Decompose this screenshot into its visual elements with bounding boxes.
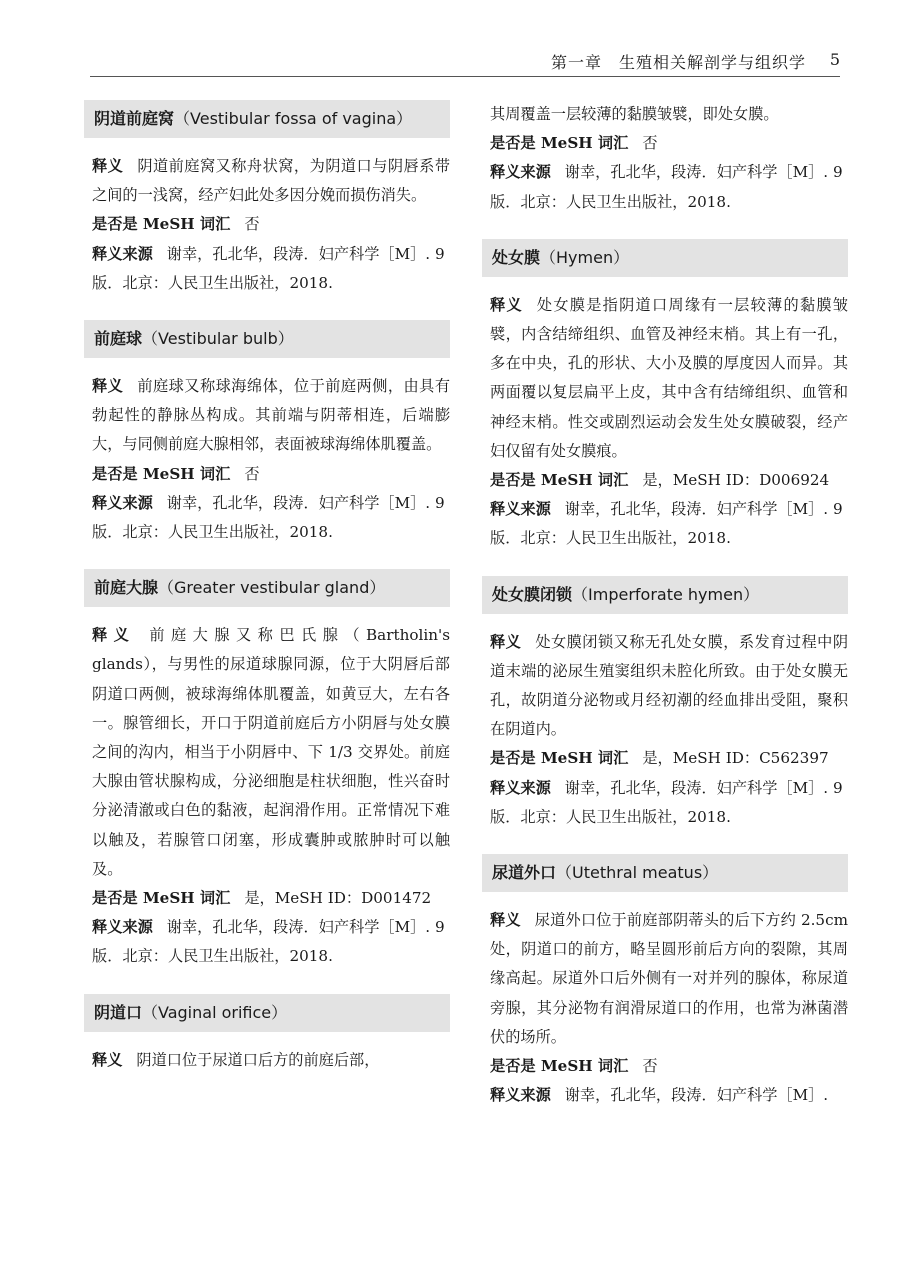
mesh-label: 是否是 MeSH 词汇 (92, 889, 231, 908)
term-cn: 前庭球 (94, 329, 143, 349)
mesh-label: 是否是 MeSH 词汇 (490, 134, 629, 153)
definition-label: 释义 (92, 377, 124, 396)
definition-label: 释义 (490, 632, 522, 651)
mesh-line (482, 129, 848, 158)
source-line (84, 240, 450, 298)
term-en: （Vestibular bulb） (142, 329, 294, 349)
entry-heading (482, 854, 848, 892)
source-line (482, 495, 848, 553)
term-en: （Imperforate hymen） (572, 584, 760, 604)
left-column (84, 100, 450, 1097)
mesh-label: 是否是 MeSH 词汇 (92, 215, 231, 234)
definition-label: 释义 (92, 1050, 123, 1069)
definition-text: 处女膜是指阴道口周缘有一层较薄的黏膜皱襞，内含结缔组织、血管及神经末梢。其上有一孔，多在中央，孔的形状、大小及膜的厚度因人而异。其两面覆以复层扁平上皮，其中含有结缔组织、血管和神经末梢。性交或剧烈运动会发生处女膜破裂，经产妇仅留有处女膜痕。 (490, 295, 849, 460)
definition-paragraph (482, 291, 848, 466)
term-en: （Vestibular fossa of vagina） (174, 109, 413, 128)
mesh-line (482, 1052, 848, 1081)
entry-hymen (482, 239, 848, 554)
term-cn: 处女膜闭锁 (492, 584, 573, 604)
chapter-title: 第一章 生殖相关解剖学与组织学 (550, 53, 806, 72)
mesh-label: 是否是 MeSH 词汇 (490, 471, 629, 490)
entry-heading (482, 239, 848, 277)
source-value: 谢幸，孔北华，段涛．妇产科学［M］. (564, 1086, 829, 1105)
source-label: 释义来源 (490, 500, 551, 519)
definition-text: 阴道口位于尿道口后方的前庭后部， (136, 1050, 380, 1069)
source-value: 谢幸，孔北华，段涛．妇产科学［M］. 9 版．北京：人民卫生出版社，2018. (92, 493, 445, 542)
source-value: 谢幸，孔北华，段涛．妇产科学［M］. 9 版．北京：人民卫生出版社，2018. (92, 918, 445, 966)
source-value: 谢幸，孔北华，段涛．妇产科学［M］. 9 版．北京：人民卫生出版社，2018. (490, 778, 843, 826)
source-label: 释义来源 (92, 244, 153, 263)
running-header (90, 48, 840, 77)
definition-text: 尿道外口位于前庭部阴蒂头的后下方约 2.5cm 处，阴道口的前方，略呈圆形前后方向的裂隙，其周缘高起。尿道外口后外侧有一对并列的腺体，称尿道旁腺，其分泌物有润滑尿道口的作用，也常为淋菌潜伏的场所。 (490, 911, 849, 1046)
source-line (84, 489, 450, 547)
entry-vestibular-bulb (84, 320, 450, 547)
definition-paragraph (482, 628, 848, 745)
definition-paragraph (482, 906, 848, 1052)
definition-text: 处女膜闭锁又称无孔处女膜，系发育过程中阴道末端的泌尿生殖窦组织未腔化所致。由于处女膜无孔，故阴道分泌物或月经初潮的经血排出受阻，聚积在阴道内。 (490, 632, 849, 739)
definition-label: 释义 (92, 626, 136, 645)
entry-heading (84, 569, 450, 607)
term-cn: 处女膜 (492, 247, 541, 267)
definition-paragraph (84, 621, 450, 884)
source-label: 释义来源 (490, 778, 551, 797)
source-line (482, 774, 848, 832)
definition-text: 前庭大腺又称巴氏腺（Bartholin's glands），与男性的尿道球腺同源，位于大阴唇后部阴道口两侧，被球海绵体肌覆盖，如黄豆大，左右各一。腺管细长，开口于阴道前庭后方小阴唇与处女膜之间的沟内，相当于小阴唇中、下 1/3 交界处。前庭大腺由管状腺构成，分泌细胞是柱状细胞，性兴奋时分泌清澈或白色的黏液，起润滑作用。正常情况下难以触及，若腺管口闭塞，形成囊肿或脓肿时可以触及。 (92, 626, 450, 878)
entry-urethral-meatus (482, 854, 848, 1110)
mesh-value: 否 (244, 215, 260, 234)
source-value: 谢幸，孔北华，段涛．妇产科学［M］. 9 版．北京：人民卫生出版社，2018. (92, 244, 445, 292)
entry-vaginal-orifice (84, 994, 450, 1075)
mesh-value: 否 (642, 1057, 658, 1076)
right-column (482, 100, 848, 1132)
term-cn: 尿道外口 (492, 863, 557, 883)
source-label: 释义来源 (92, 493, 153, 512)
term-en: （Vaginal orifice） (142, 1002, 288, 1022)
mesh-value: 是，MeSH ID：C562397 (642, 749, 829, 768)
definition-text: 前庭球又称球海绵体，位于前庭两侧，由具有勃起性的静脉丛构成。其前端与阴蒂相连，后端膨大，与同侧前庭大腺相邻，表面被球海绵体肌覆盖。 (92, 377, 451, 454)
term-cn: 阴道前庭窝 (94, 109, 175, 128)
source-line (84, 913, 450, 971)
source-line (482, 158, 848, 216)
definition-paragraph (84, 152, 450, 210)
definition-label: 释义 (92, 157, 124, 175)
entry-heading (84, 100, 450, 138)
continuation-text: 其周覆盖一层较薄的黏膜皱襞，即处女膜。 (490, 105, 779, 123)
mesh-label: 是否是 MeSH 词汇 (92, 464, 231, 483)
definition-text: 阴道前庭窝又称舟状窝，为阴道口与阴唇系带之间的一浅窝，经产妇此处多因分娩而损伤消失。 (92, 157, 451, 205)
mesh-value: 否 (244, 464, 260, 483)
term-en: （Greater vestibular gland） (158, 578, 386, 598)
entry-heading (482, 576, 848, 614)
mesh-line (84, 460, 450, 489)
entry-vestibular-fossa (84, 100, 450, 298)
term-en: （Utethral meatus） (556, 863, 719, 883)
mesh-label: 是否是 MeSH 词汇 (490, 749, 629, 768)
definition-paragraph (84, 372, 450, 460)
source-line (482, 1081, 848, 1110)
mesh-line (482, 466, 848, 495)
term-en: （Hymen） (540, 247, 630, 267)
definition-label: 释义 (490, 295, 523, 314)
mesh-line (84, 884, 450, 913)
mesh-label: 是否是 MeSH 词汇 (490, 1057, 629, 1076)
entry-greater-vestibular-gland (84, 569, 450, 971)
term-cn: 阴道口 (94, 1002, 143, 1022)
source-label: 释义来源 (490, 163, 551, 182)
entry-vaginal-orifice-continued (482, 100, 848, 217)
page-number: 5 (829, 50, 840, 69)
definition-label: 释义 (490, 911, 521, 930)
mesh-line (84, 210, 450, 239)
mesh-value: 是，MeSH ID：D001472 (244, 889, 432, 908)
mesh-value: 是，MeSH ID：D006924 (642, 471, 830, 490)
entry-heading (84, 994, 450, 1032)
mesh-value: 否 (642, 134, 658, 153)
definition-paragraph (84, 1046, 450, 1075)
entry-heading (84, 320, 450, 358)
term-cn: 前庭大腺 (94, 578, 159, 598)
source-value: 谢幸，孔北华，段涛．妇产科学［M］. 9 版．北京：人民卫生出版社，2018. (490, 500, 843, 548)
source-label: 释义来源 (490, 1086, 551, 1105)
mesh-line (482, 744, 848, 773)
entry-imperforate-hymen (482, 576, 848, 832)
source-label: 释义来源 (92, 918, 153, 937)
source-value: 谢幸，孔北华，段涛．妇产科学［M］. 9 版．北京：人民卫生出版社，2018. (490, 163, 843, 211)
